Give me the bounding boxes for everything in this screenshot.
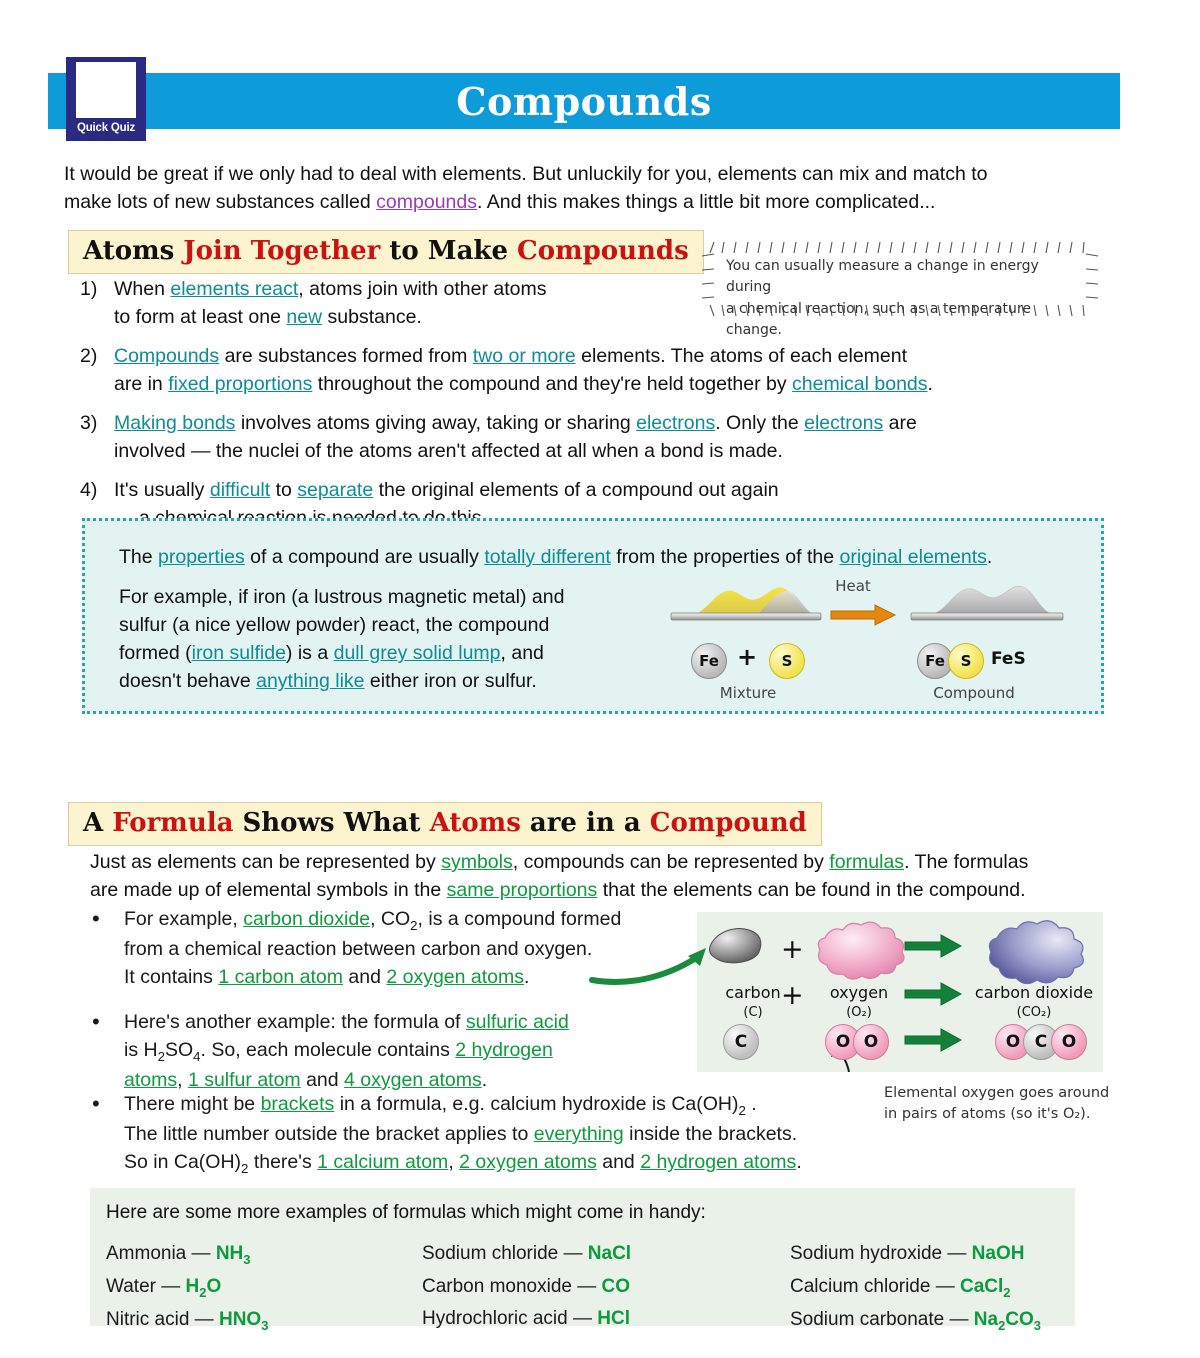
- term-2-hydrogen-atoms: 2 hydrogen atoms: [640, 1151, 797, 1174]
- list-item: 4) It's usually difficult to separate the original elements of a compound out again: [80, 478, 779, 501]
- formula-entry: Nitric acid — $HNO_3$: [106, 1309, 269, 1333]
- term-dull-grey-solid-lump: dull grey solid lump: [333, 642, 501, 665]
- term-1-carbon-atom: 1 carbon atom: [218, 966, 343, 989]
- atom-fe-product: Fe: [917, 643, 953, 679]
- term-two-or-more: two or more: [472, 344, 576, 367]
- formula-entry: Calcium chloride — CaCl$_2$: [790, 1275, 1011, 1300]
- list-item: 3) Making bonds involves atoms giving away, taking or sharing electrons. Only the electrons are involved — the nuclei of the atoms aren't affected at all when a bond is made.: [80, 411, 917, 463]
- section2-intro: Just as elements can be represented by symbols, compounds can be represented by formulas. The formulas are made up of elemental symbols in the same proportions that the elements can be found in the compound.: [90, 851, 1029, 902]
- section-heading-2: A Formula Shows What Atoms are in a Compound: [68, 802, 822, 846]
- formula-entry: Sodium carbonate — $Na_2CO_3$: [790, 1308, 1041, 1333]
- bullet-list-brackets: [92, 1090, 902, 1195]
- formula-entry: Sodium chloride — NaCl: [422, 1243, 632, 1264]
- intro-paragraph: It would be great if we only had to deal with elements. But unluckily for you, elements can mix and match to make lots of new substances called compounds. And this makes things a little bit more complicated...: [64, 163, 988, 214]
- formula-column-1: [106, 1238, 268, 1337]
- bullet-dot: •: [92, 906, 100, 931]
- heat-arrow-icon: [831, 605, 895, 625]
- atom-s-product: S: [948, 643, 984, 679]
- bullet-dot: •: [92, 1008, 100, 1034]
- term-1-calcium-atom: 1 calcium atom: [317, 1151, 449, 1174]
- atom-o-4: O: [1051, 1024, 1087, 1060]
- term-sulfuric-acid: sulfuric acid: [465, 1010, 569, 1033]
- note-text: You can usually measure a change in energy during a chemical reaction, such as a temperature change.: [726, 258, 1039, 338]
- callout-box: [82, 518, 1104, 714]
- numbered-list-section1: [80, 275, 1040, 543]
- label-oxygen: oxygen (O₂): [829, 983, 889, 1021]
- formula-entry: Ammonia — $NH_3$: [106, 1243, 251, 1267]
- atom-c-2: C: [1023, 1024, 1059, 1060]
- atom-c: C: [723, 1024, 759, 1060]
- term-electrons: electrons: [636, 411, 716, 434]
- formula-column-3: [790, 1238, 1041, 1337]
- callout-lead-line: The properties of a compound are usually totally different from the properties of the original elements.: [119, 546, 993, 568]
- list-item: 2) Compounds are substances formed from two or more elements. The atoms of each element are in fixed proportions throughout the compound and they're held together by chemical bonds.: [80, 344, 933, 396]
- term-everything: everything: [533, 1123, 624, 1146]
- oxygen-annotation: Elemental oxygen goes around in pairs of atoms (so it's O₂).: [884, 1085, 1110, 1123]
- term-brackets: brackets: [260, 1093, 335, 1115]
- plus-sign: +: [737, 643, 758, 671]
- term-symbols: symbols: [441, 851, 513, 873]
- term-anything-like: anything like: [256, 670, 365, 693]
- compound-caption: Compound: [933, 684, 1015, 702]
- formula-entry: Water — $H_2O$: [106, 1276, 222, 1300]
- formula-entry: Sodium hydroxide — NaOH: [790, 1243, 1025, 1264]
- list-item: • There might be brackets in a formula, e.g. calcium hydroxide is $Ca(OH)_2$ . The little number outside the bracket applies to everything inside the brackets. So in $Ca(OH)_2$ there's 1 calcium atom, 2 oxygen atoms and 2 hydrogen atoms.: [92, 1090, 902, 1179]
- term-chemical-bonds: chemical bonds: [792, 373, 928, 396]
- plus-sign-top: +: [781, 934, 804, 965]
- list-item: • For example, carbon dioxide, $CO_2$, is a compound formed from a chemical reaction between carbon and oxygen. It contains 1 carbon atom and 2 oxygen atoms.: [92, 905, 692, 992]
- atom-o-2: O: [853, 1024, 889, 1060]
- term-fixed-proportions: fixed proportions: [168, 373, 313, 396]
- term-atoms: atoms: [124, 1069, 178, 1092]
- atom-o-3: O: [995, 1024, 1031, 1060]
- bullet-list-section2: [92, 905, 692, 1110]
- term-new: new: [286, 306, 323, 329]
- page-title: Compounds: [456, 78, 712, 124]
- formula-entry: Carbon monoxide — CO: [422, 1275, 631, 1297]
- iron-sulfide-diagram: [663, 571, 1093, 702]
- term-totally-different: totally different: [484, 546, 611, 568]
- list-item: • Here's another example: the formula of sulfuric acid is $H_2SO_4$. So, each molecule contains 2 hydrogen atoms, 1 sulfur atom and 4 oxygen atoms.: [92, 1008, 692, 1095]
- callout-paragraph: For example, if iron (a lustrous magnetic metal) and sulfur (a nice yellow powder) react, the compound formed (iron sulfide) is a dull grey solid lump, and doesn't behave anything like either iron or sulfur.: [119, 586, 565, 693]
- term-2-oxygen-atoms: 2 oxygen atoms: [386, 966, 525, 989]
- term-making-bonds: Making bonds: [114, 411, 236, 434]
- page-banner: [48, 73, 1120, 129]
- term-electrons-2: electrons: [804, 411, 884, 434]
- term-carbon-dioxide: carbon dioxide: [243, 908, 371, 930]
- quiz-badge-square-icon: [76, 62, 136, 118]
- list-item: 1) When elements react, atoms join with other atoms to form at least one new substance.: [80, 278, 547, 329]
- term-2-hydrogen: 2 hydrogen: [455, 1038, 553, 1061]
- heat-label: Heat: [835, 577, 871, 595]
- term-original-elements: original elements: [839, 546, 987, 568]
- term-1-sulfur-atom: 1 sulfur atom: [187, 1069, 301, 1092]
- formula-box-heading: Here are some more examples of formulas which might come in handy:: [106, 1202, 706, 1223]
- term-formulas: formulas: [829, 851, 905, 873]
- quick-quiz-badge[interactable]: [66, 57, 146, 141]
- formula-entry: Hydrochloric acid — HCl: [422, 1308, 631, 1330]
- formula-fes: FeS: [991, 649, 1026, 669]
- section-heading-1: Atoms Join Together to Make Compounds: [68, 230, 704, 274]
- term-separate: separate: [297, 478, 374, 501]
- term-elements-react: elements react: [170, 278, 299, 300]
- label-carbon: carbon (C): [725, 983, 781, 1021]
- atom-s: S: [769, 643, 805, 679]
- atom-fe: Fe: [691, 643, 727, 679]
- formula-examples-box: [90, 1188, 1075, 1333]
- carbon-dioxide-diagram: [697, 912, 1103, 1072]
- term-difficult: difficult: [209, 478, 271, 501]
- mixture-caption: Mixture: [719, 684, 777, 702]
- formula-column-2: [422, 1238, 631, 1336]
- term-4-oxygen-atoms: 4 oxygen atoms: [344, 1069, 482, 1092]
- bullet-dot: •: [92, 1091, 100, 1116]
- term-properties: properties: [158, 546, 245, 568]
- atom-o-1: O: [825, 1024, 861, 1060]
- term-compounds: Compounds: [114, 344, 220, 367]
- term-2-oxygen-atoms-2: 2 oxygen atoms: [459, 1151, 597, 1174]
- term-compounds: compounds: [376, 191, 477, 214]
- plus-sign-mid: +: [781, 980, 804, 1011]
- term-same-proportions: same proportions: [446, 879, 598, 902]
- label-carbon-dioxide: carbon dioxide (CO₂): [974, 983, 1094, 1021]
- quick-quiz-label: Quick Quiz: [76, 122, 136, 134]
- term-iron-sulfide: iron sulfide: [191, 642, 286, 665]
